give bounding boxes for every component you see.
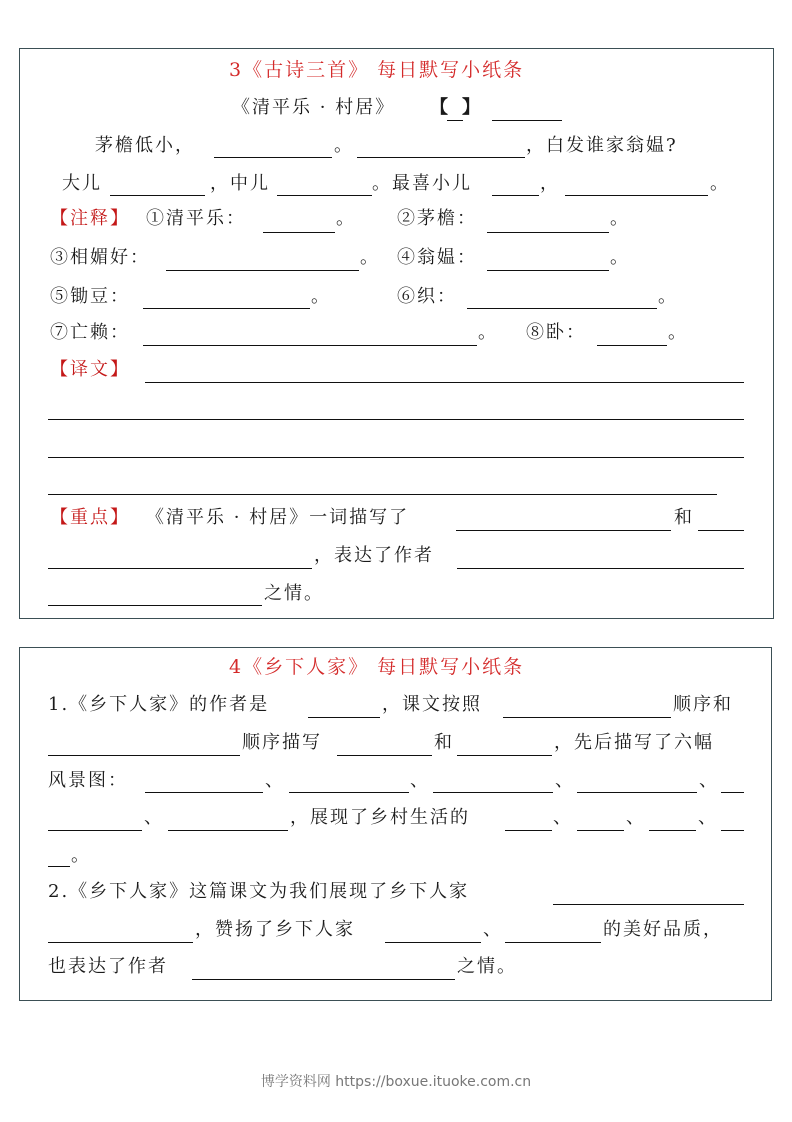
note-punct: 。 (360, 247, 380, 268)
note-punct: 。 (336, 208, 356, 229)
question-text: ，赞扬了乡下人家 (195, 919, 355, 940)
note-blank[interactable] (597, 345, 667, 346)
key-blank[interactable] (456, 530, 671, 531)
note-blank[interactable] (143, 308, 310, 309)
separator: 、 (698, 807, 718, 828)
poem-punct: 。 (710, 173, 730, 194)
card-title: 3《古诗三首》 每日默写小纸条 (229, 59, 525, 81)
answer-blank[interactable] (289, 792, 409, 793)
notes-label: 【注释】 (50, 208, 130, 229)
note-blank[interactable] (143, 345, 477, 346)
key-text: 《清平乐 · 村居》一词描写了 (146, 507, 410, 528)
answer-blank[interactable] (385, 942, 481, 943)
separator: 、 (555, 770, 575, 791)
answer-blank[interactable] (48, 830, 142, 831)
note-punct: 。 (478, 322, 498, 343)
answer-blank[interactable] (553, 904, 744, 905)
question-punct: 。 (71, 845, 91, 866)
answer-blank[interactable] (337, 755, 432, 756)
note-blank[interactable] (166, 270, 359, 271)
note-punct: 。 (668, 322, 688, 343)
note-label: ⑥织： (397, 286, 457, 307)
note-label: ⑦亡赖： (50, 322, 130, 343)
note-blank[interactable] (487, 232, 609, 233)
question-text: 的美好品质， (603, 919, 723, 940)
poem-blank[interactable] (565, 195, 708, 196)
answer-blank[interactable] (145, 792, 263, 793)
poem-blank[interactable] (492, 195, 539, 196)
key-text: 和 (674, 507, 694, 528)
author-blank[interactable] (492, 120, 562, 121)
poem-line-text: 。最喜小儿 (372, 173, 472, 194)
note-punct: 。 (658, 286, 678, 307)
key-blank[interactable] (48, 568, 312, 569)
answer-blank[interactable] (457, 755, 552, 756)
question-text: ，课文按照 (382, 694, 482, 715)
answer-blank[interactable] (721, 830, 744, 831)
footer-watermark: 博学资料网 https://boxue.ituoke.com.cn (260, 1074, 532, 1090)
answer-blank[interactable] (721, 792, 744, 793)
translation-blank[interactable] (48, 494, 717, 495)
poem-line-text: 大儿 (62, 173, 102, 194)
answer-blank[interactable] (192, 979, 455, 980)
note-punct: 。 (610, 247, 630, 268)
translation-blank[interactable] (145, 382, 744, 383)
card-title: 4《乡下人家》 每日默写小纸条 (229, 656, 525, 678)
poem-blank[interactable] (214, 157, 332, 158)
question-text: ，先后描写了六幅 (554, 732, 714, 753)
note-blank[interactable] (263, 232, 335, 233)
question-text: 2.《乡下人家》这篇课文为我们展现了乡下人家 (48, 881, 470, 902)
question-text: ，展现了乡村生活的 (290, 807, 470, 828)
translation-label: 【译文】 (50, 359, 130, 380)
poem-blank[interactable] (357, 157, 525, 158)
question-text: 1.《乡下人家》的作者是 (48, 694, 270, 715)
poem-line-text: ，中儿 (210, 173, 270, 194)
poem-blank[interactable] (277, 195, 372, 196)
separator: 、 (626, 807, 646, 828)
note-punct: 。 (610, 208, 630, 229)
separator: 、 (483, 919, 503, 940)
answer-blank[interactable] (505, 942, 601, 943)
author-dynasty-blank[interactable] (447, 120, 463, 121)
answer-blank[interactable] (48, 866, 70, 867)
separator: 、 (553, 807, 573, 828)
key-blank[interactable] (698, 530, 744, 531)
dictation-card-ancient-poems (19, 48, 774, 619)
answer-blank[interactable] (577, 792, 697, 793)
note-label: ⑧卧： (526, 322, 586, 343)
note-blank[interactable] (487, 270, 609, 271)
separator: 、 (410, 770, 430, 791)
bracket-close: 】 (462, 97, 482, 118)
note-label: ①清平乐： (146, 208, 246, 229)
poem-blank[interactable] (110, 195, 205, 196)
separator: 、 (144, 807, 164, 828)
separator: 、 (265, 770, 285, 791)
answer-blank[interactable] (168, 830, 288, 831)
question-text: 之情。 (457, 956, 517, 977)
key-blank[interactable] (457, 568, 744, 569)
question-text: 顺序描写 (242, 732, 322, 753)
note-punct: 。 (311, 286, 331, 307)
translation-blank[interactable] (48, 419, 744, 420)
note-blank[interactable] (467, 308, 657, 309)
note-label: ④翁媪： (397, 247, 477, 268)
question-text: 风景图： (48, 770, 128, 791)
key-label: 【重点】 (50, 507, 130, 528)
note-label: ⑤锄豆： (50, 286, 130, 307)
answer-blank[interactable] (503, 717, 671, 718)
translation-blank[interactable] (48, 457, 744, 458)
answer-blank[interactable] (433, 792, 553, 793)
question-text: 和 (434, 732, 454, 753)
poem-title: 《清平乐 · 村居》 (232, 97, 396, 118)
note-label: ③相媚好： (50, 247, 150, 268)
poem-punct: ， (540, 173, 560, 194)
answer-blank[interactable] (649, 830, 696, 831)
answer-blank[interactable] (48, 755, 240, 756)
key-blank[interactable] (48, 605, 262, 606)
separator: 、 (699, 770, 719, 791)
key-text: 之情。 (264, 583, 324, 604)
key-text: ，表达了作者 (314, 545, 434, 566)
poem-line-text: 茅檐低小， (95, 135, 195, 156)
answer-blank[interactable] (505, 830, 552, 831)
answer-blank[interactable] (308, 717, 380, 718)
poem-punct: 。 (334, 135, 354, 156)
bracket-open: 【 (430, 97, 450, 118)
answer-blank[interactable] (48, 942, 193, 943)
note-label: ②茅檐： (397, 208, 477, 229)
poem-line-text: ，白发谁家翁媪? (526, 135, 678, 156)
question-text: 也表达了作者 (48, 956, 168, 977)
question-text: 顺序和 (673, 694, 733, 715)
answer-blank[interactable] (577, 830, 624, 831)
